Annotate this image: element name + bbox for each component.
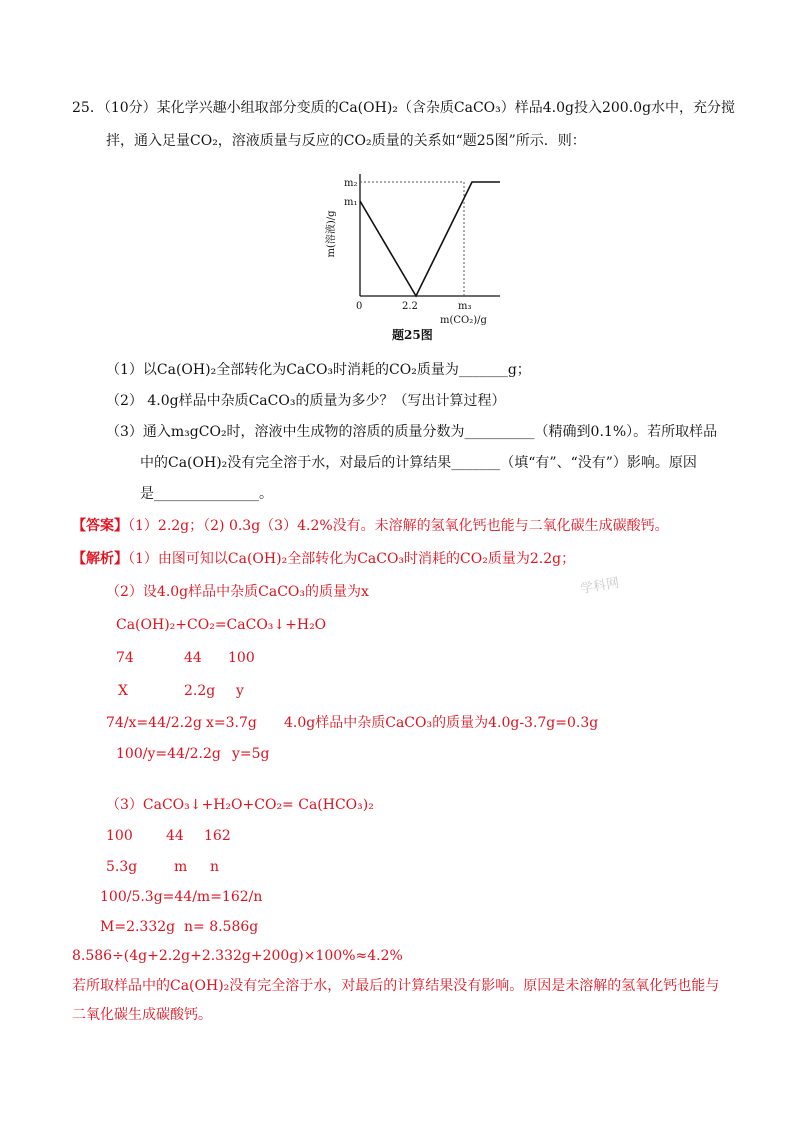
ratio-row-3-b: 44 — [166, 828, 184, 844]
ratio-row-1-c: 100 — [228, 650, 255, 666]
calc-row-1-c: 4.0g样品中杂质CaCO₃的质量为4.0g-3.7g=0.3g — [284, 715, 599, 731]
sub-question-2: （2） 4.0g样品中杂质CaCO₃的质量为多少？（写出计算过程） — [106, 393, 506, 409]
calc-row-2-b: y=5g — [232, 746, 270, 762]
sub-question-3-line-1: （3）通入m₃gCO₂时，溶液中生成物的溶质的质量分数为__________（精确到0.1%）。若所取样品 — [106, 424, 718, 440]
question-line-1: 25．（10分）某化学兴趣小组取部分变质的Ca(OH)₂（含杂质CaCO₃）样品4.0g投入200.0g水中，充分搅 — [72, 100, 736, 116]
analysis-line-1 — [72, 549, 575, 569]
ratio-row-2-a: X — [118, 683, 128, 699]
equation-1: Ca(OH)₂+CO₂=CaCO₃↓+H₂O — [116, 617, 327, 633]
chart-svg — [326, 164, 510, 344]
ratio-row-2-c: y — [236, 683, 244, 699]
figure-25 — [326, 164, 510, 344]
y-axis-label: m(溶液)/g — [326, 210, 337, 258]
figure-caption: 题25图 — [392, 328, 433, 342]
analysis-text-1: （1）由图可知以Ca(OH)₂全部转化为CaCO₃时消耗的CO₂质量为2.2g； — [128, 551, 576, 567]
x-tick-0: 0 — [356, 301, 363, 312]
ratio-row-1-b: 44 — [184, 650, 202, 666]
proportion-row: 100/5.3g=44/m=162/n — [100, 889, 263, 905]
calc-row-1-b: x=3.7g — [206, 715, 257, 731]
mass-fraction-row: 8.586÷(4g+2.2g+2.332g+200g)×100%≈4.2% — [72, 948, 403, 964]
sub-question-3-line-3: 是_______________。 — [140, 486, 273, 502]
x-tick-m3: m₃ — [458, 301, 472, 312]
calc-row-1-a: 74/x=44/2.2g — [106, 715, 202, 731]
ratio-row-3-c: 162 — [204, 828, 231, 844]
ratio-row-4-a: 5.3g — [106, 859, 138, 875]
ratio-row-4-c: n — [210, 859, 220, 875]
x-tick-2-2: 2.2 — [402, 301, 418, 312]
calc-row-2-a: 100/y=44/2.2g — [116, 746, 221, 762]
y-tick-m2: m₂ — [344, 178, 358, 189]
answer-block — [72, 516, 669, 536]
sub-question-1: （1）以Ca(OH)₂全部转化为CaCO₃时消耗的CO₂质量为_______g； — [106, 362, 531, 378]
conclusion-line-2: 二氧化碳生成碳酸钙。 — [72, 1007, 212, 1023]
equation-2: （3）CaCO₃↓+H₂O+CO₂= Ca(HCO₃)₂ — [106, 797, 374, 813]
ratio-row-1-a: 74 — [116, 650, 134, 666]
ratio-row-3-a: 100 — [106, 828, 133, 844]
y-tick-m1: m₁ — [344, 197, 358, 208]
conclusion-line-1: 若所取样品中的Ca(OH)₂没有完全溶于水，对最后的计算结果没有影响。原因是未溶解的氢氧化钙也能与 — [72, 978, 720, 994]
answer-tag: 【答案】 — [72, 518, 128, 534]
result-row-a: M=2.332g — [100, 919, 176, 935]
question-line-2: 拌，通入足量CO₂，溶液质量与反应的CO₂质量的关系如“题25图”所示．则： — [106, 133, 586, 149]
result-row-b: n= 8.586g — [184, 919, 259, 935]
answer-text: （1）2.2g；（2) 0.3g（3）4.2%没有。未溶解的氢氧化钙也能与二氧化碳生成碳酸钙。 — [128, 518, 669, 534]
analysis-line-2: （2）设4.0g样品中杂质CaCO₃的质量为x — [106, 584, 369, 600]
sub-question-3-line-2: 中的Ca(OH)₂没有完全溶于水，对最后的计算结果_______（填“有”、“没有”）影响。原因 — [140, 455, 697, 471]
series-line — [360, 182, 500, 296]
x-axis-label: m(CO₂)/g — [440, 315, 487, 326]
ratio-row-2-b: 2.2g — [184, 683, 216, 699]
ratio-row-4-b: m — [174, 859, 188, 875]
watermark-logo: 学科网 — [579, 575, 621, 598]
analysis-tag: 【解析】 — [72, 551, 128, 567]
